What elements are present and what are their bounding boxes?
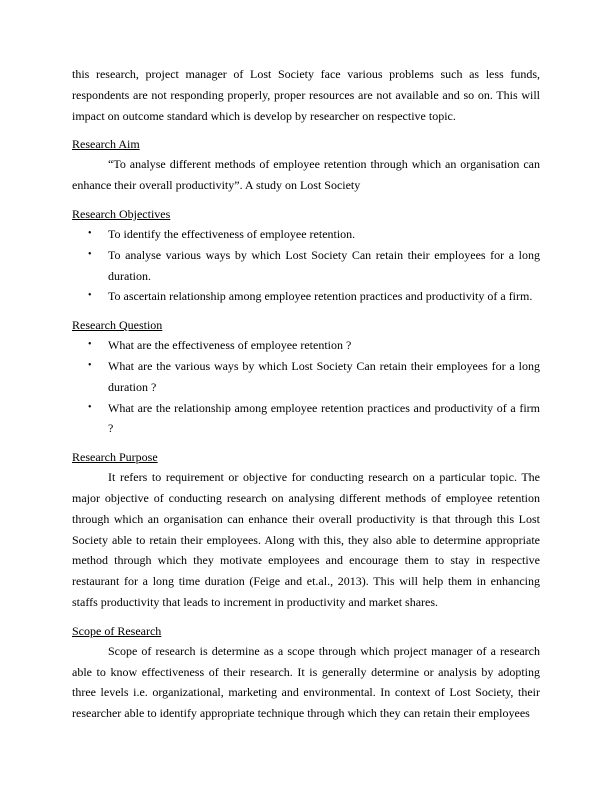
research-objectives-heading: Research Objectives	[72, 206, 171, 221]
research-question-heading: Research Question	[72, 318, 163, 333]
objectives-list	[72, 224, 540, 307]
scope-of-research-text: Scope of research is determine as a scope through which project manager of a research able to know effectiveness of their research. It is generally determine or analysis by adopting three levels i.e. organizational, marketing and environmental. In context of Lost Society, their researcher able to identify appropriate technique through which they can retain their employees	[72, 643, 540, 721]
list-item: • What are the various ways by which Lost Society Can retain their employees for a long duration ?	[72, 356, 540, 398]
bullet-icon: •	[88, 248, 92, 260]
bullet-icon: •	[88, 290, 92, 302]
research-purpose-heading: Research Purpose	[72, 450, 158, 465]
list-item: • To identify the effectiveness of employee retention.	[72, 224, 540, 245]
questions-list	[72, 335, 540, 439]
bullet-icon: •	[88, 401, 92, 413]
scope-of-research-heading: Scope of Research	[72, 623, 162, 638]
bullet-icon: •	[88, 359, 92, 371]
intro-paragraph: this research, project manager of Lost Society face various problems such as less funds, respondents are not responding properly, proper resources are not available and so on. This will impact on outcome standard which is develop by researcher on respective topic.	[72, 67, 540, 123]
list-item: • What are the effectiveness of employee retention ?	[72, 335, 540, 356]
list-item: • To ascertain relationship among employee retention practices and productivity of a firm.	[72, 286, 540, 307]
bullet-icon: •	[88, 227, 92, 239]
document-page	[72, 64, 540, 724]
bullet-icon: •	[88, 339, 92, 351]
list-item: • To analyse various ways by which Lost Society Can retain their employees for a long duration.	[72, 245, 540, 287]
list-item: • What are the relationship among employee retention practices and productivity of a firm ?	[72, 398, 540, 440]
research-purpose-text: It refers to requirement or objective for conducting research on a particular topic. The major objective of conducting research on analysing different methods of employee retention through which an organisation can enhance their overall productivity is that through this Lost Society able to retain their employees. Along with this, they also able to determine appropriate method through which they motivate employees and encourage them to stay in respective restaurant for a long time duration (Feige and et.al., 2013). This will help them in enhancing staffs productivity that leads to increment in productivity and market shares.	[72, 470, 540, 609]
research-aim-heading: Research Aim	[72, 137, 140, 152]
research-aim-text: “To analyse different methods of employee retention through which an organisation can enhance their overall productivity”. A study on Lost Society	[72, 157, 540, 193]
